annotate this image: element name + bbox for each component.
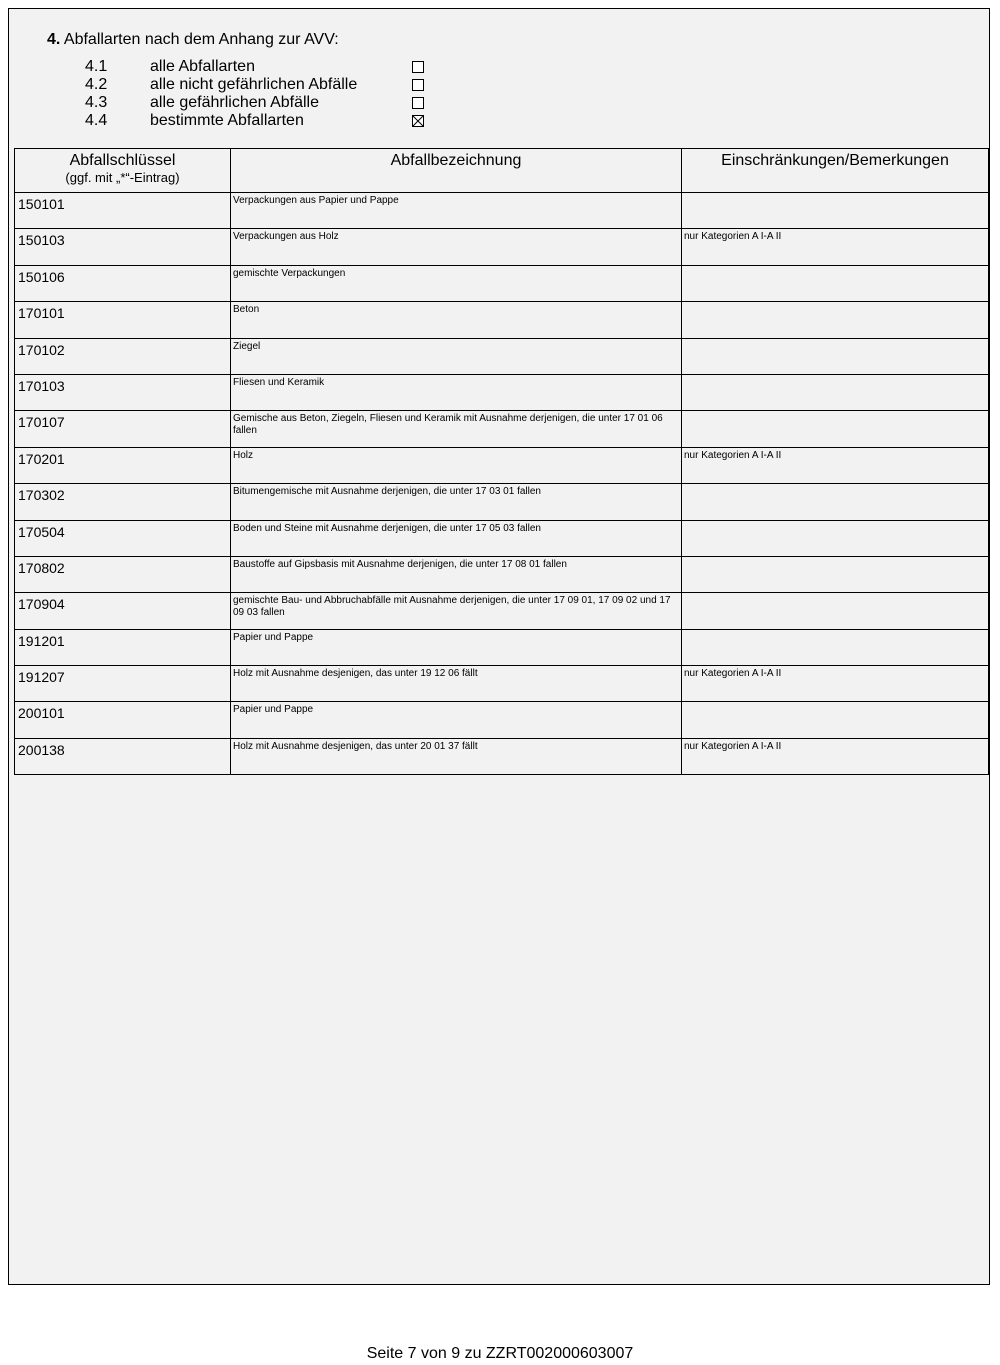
option-checkbox[interactable] (412, 61, 424, 73)
waste-code-cell: 170904 (15, 593, 231, 629)
option-checkbox[interactable] (412, 79, 424, 91)
waste-note-cell (682, 484, 989, 520)
waste-note-cell (682, 702, 989, 738)
waste-code-cell: 170504 (15, 520, 231, 556)
table-row (15, 338, 989, 374)
waste-note-cell (682, 411, 989, 447)
waste-note-cell (682, 338, 989, 374)
waste-note-cell (682, 302, 989, 338)
waste-name-cell: Holz mit Ausnahme desjenigen, das unter 19 12 06 fällt (231, 666, 682, 702)
waste-name-cell: Boden und Steine mit Ausnahme derjenigen, die unter 17 05 03 fallen (231, 520, 682, 556)
waste-note-cell: nur Kategorien A I-A II (682, 447, 989, 483)
option-row (85, 94, 445, 112)
option-number: 4.4 (85, 112, 108, 129)
waste-name-cell: Papier und Pappe (231, 702, 682, 738)
waste-name-cell: Holz mit Ausnahme desjenigen, das unter 20 01 37 fällt (231, 738, 682, 774)
option-row (85, 76, 445, 94)
option-label: alle gefährlichen Abfälle (150, 94, 320, 111)
option-number: 4.3 (85, 94, 108, 111)
table-row (15, 411, 989, 447)
waste-name-cell: Gemische aus Beton, Ziegeln, Fliesen und Keramik mit Ausnahme derjenigen, die unter 17 01 06 fallen (231, 411, 682, 447)
waste-name-cell: Beton (231, 302, 682, 338)
table-row (15, 193, 989, 229)
table-row (15, 556, 989, 592)
waste-code-cell: 170103 (15, 374, 231, 410)
waste-note-cell: nur Kategorien A I-A II (682, 738, 989, 774)
waste-note-cell (682, 520, 989, 556)
table-row (15, 738, 989, 774)
checked-x-icon (413, 116, 423, 126)
table-header-row (15, 149, 989, 193)
waste-code-cell: 170101 (15, 302, 231, 338)
section-heading (47, 31, 339, 49)
option-label: alle Abfallarten (150, 58, 255, 75)
waste-name-cell: Holz (231, 447, 682, 483)
waste-code-cell: 200101 (15, 702, 231, 738)
header-code-sublabel: (ggf. mit „*“-Eintrag) (65, 170, 180, 185)
option-row (85, 112, 445, 130)
waste-note-cell (682, 556, 989, 592)
waste-code-cell: 170102 (15, 338, 231, 374)
waste-name-cell: Bitumengemische mit Ausnahme derjenigen, die unter 17 03 01 fallen (231, 484, 682, 520)
header-name-label: Abfallbezeichnung (390, 152, 522, 169)
table-row (15, 447, 989, 483)
waste-code-cell: 170302 (15, 484, 231, 520)
option-checkbox[interactable] (412, 115, 424, 127)
waste-table (14, 148, 989, 775)
waste-code-cell: 200138 (15, 738, 231, 774)
option-number: 4.1 (85, 58, 108, 75)
waste-note-cell (682, 593, 989, 629)
waste-note-cell (682, 374, 989, 410)
table-row (15, 374, 989, 410)
waste-type-options (85, 58, 445, 130)
waste-name-cell: Ziegel (231, 338, 682, 374)
waste-name-cell: gemischte Bau- und Abbruchabfälle mit Ausnahme derjenigen, die unter 17 09 01, 17 09 02 und 17 09 03 fallen (231, 593, 682, 629)
header-code (15, 149, 231, 193)
waste-code-cell: 170802 (15, 556, 231, 592)
table-row (15, 702, 989, 738)
page-footer: Seite 7 von 9 zu ZZRT002000603007 (366, 1345, 634, 1362)
table-row (15, 229, 989, 265)
header-note (682, 149, 989, 193)
table-row (15, 593, 989, 629)
table-row (15, 666, 989, 702)
waste-name-cell: Verpackungen aus Holz (231, 229, 682, 265)
waste-name-cell: Fliesen und Keramik (231, 374, 682, 410)
table-row (15, 265, 989, 301)
waste-code-cell: 170107 (15, 411, 231, 447)
waste-code-cell: 150106 (15, 265, 231, 301)
section-title: Abfallarten nach dem Anhang zur AVV: (63, 31, 339, 48)
option-checkbox[interactable] (412, 97, 424, 109)
header-note-label: Einschränkungen/Bemerkungen (721, 152, 949, 169)
option-label: alle nicht gefährlichen Abfälle (150, 76, 358, 93)
waste-note-cell (682, 193, 989, 229)
waste-code-cell: 191207 (15, 666, 231, 702)
waste-code-cell: 150101 (15, 193, 231, 229)
option-row (85, 58, 445, 76)
waste-name-cell: Verpackungen aus Papier und Pappe (231, 193, 682, 229)
option-number: 4.2 (85, 76, 108, 93)
header-code-label: Abfallschlüssel (69, 152, 176, 169)
waste-code-cell: 170201 (15, 447, 231, 483)
waste-name-cell: gemischte Verpackungen (231, 265, 682, 301)
form-frame (8, 8, 990, 1285)
waste-note-cell (682, 629, 989, 665)
waste-code-cell: 150103 (15, 229, 231, 265)
waste-name-cell: Papier und Pappe (231, 629, 682, 665)
waste-note-cell (682, 265, 989, 301)
waste-name-cell: Baustoffe auf Gipsbasis mit Ausnahme derjenigen, die unter 17 08 01 fallen (231, 556, 682, 592)
table-row (15, 629, 989, 665)
table-row (15, 484, 989, 520)
waste-code-cell: 191201 (15, 629, 231, 665)
waste-note-cell: nur Kategorien A I-A II (682, 229, 989, 265)
header-name (231, 149, 682, 193)
table-row (15, 302, 989, 338)
section-number: 4. (47, 31, 61, 48)
table-row (15, 520, 989, 556)
waste-note-cell: nur Kategorien A I-A II (682, 666, 989, 702)
option-label: bestimmte Abfallarten (150, 112, 304, 129)
